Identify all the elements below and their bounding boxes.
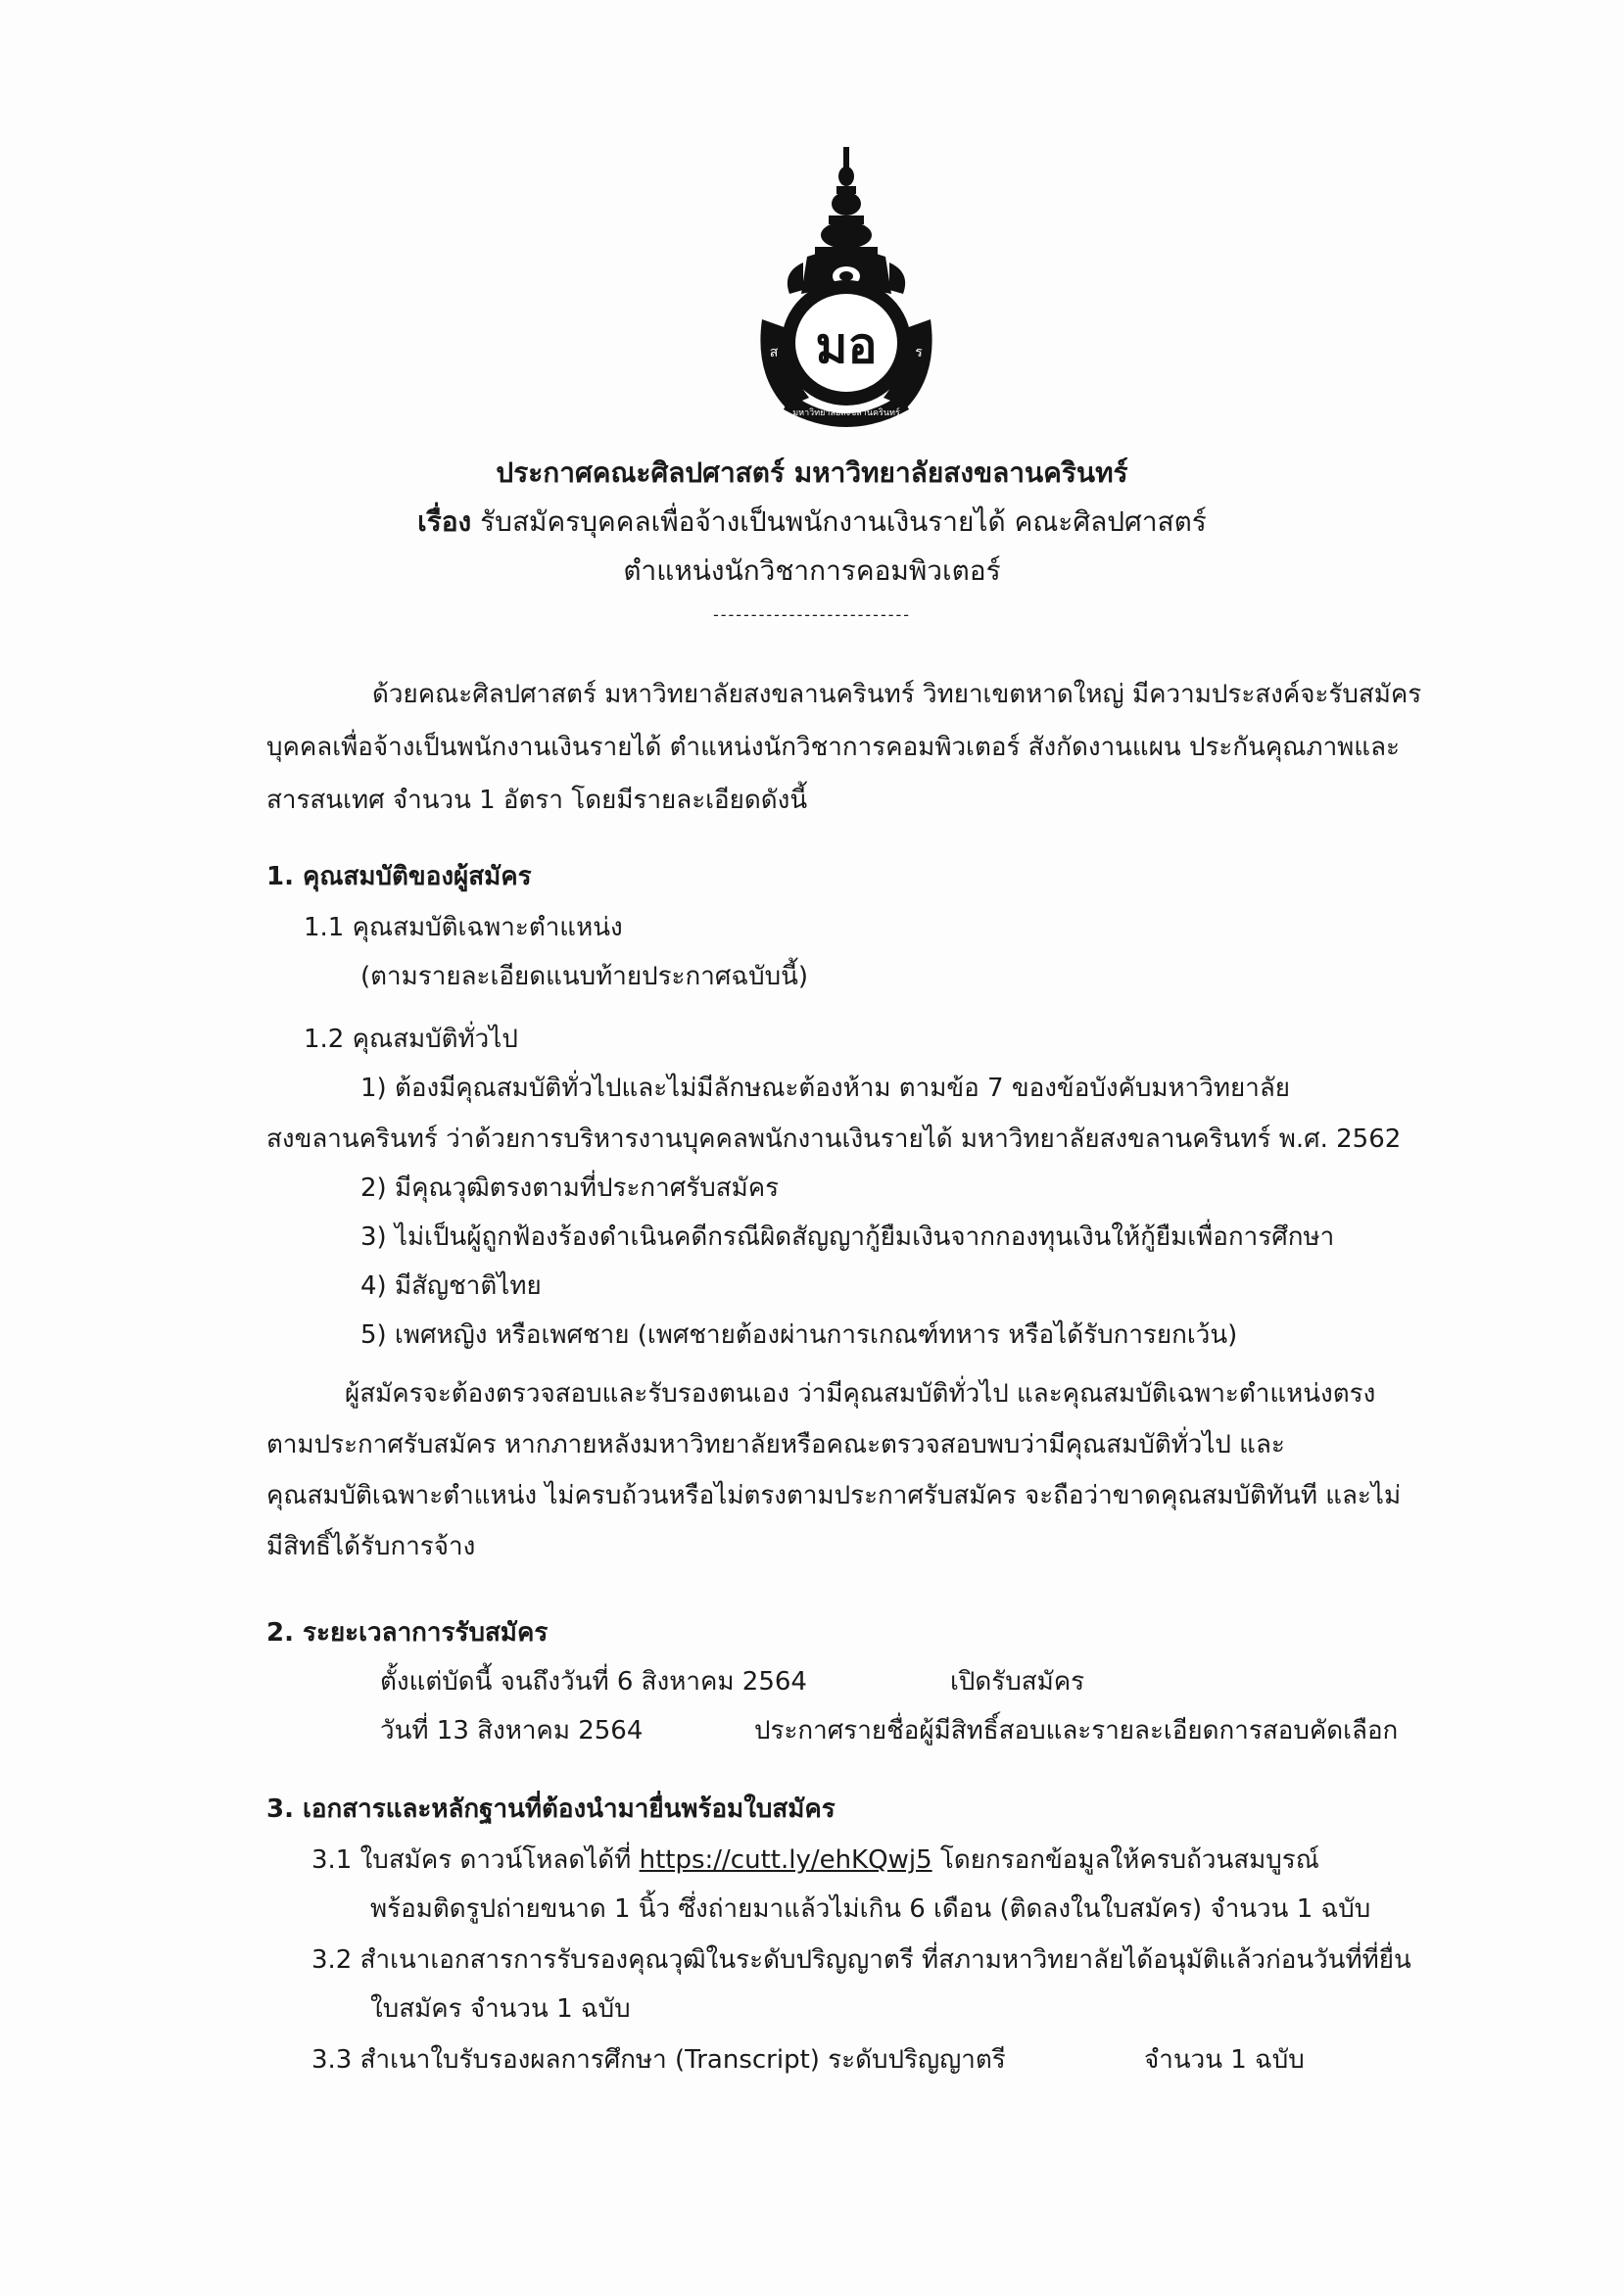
announcement-position: ตำแหน่งนักวิชาการคอมพิวเตอร์ [623, 554, 1001, 587]
document-item-3-2-a: 3.2 สำเนาเอกสารการรับรองคุณวุฒิในระดับปริญญาตรี ที่สภามหาวิทยาลัยได้อนุมัติแล้วก่อนวันที่ที่ยื่น [311, 1945, 1411, 1975]
announcement-subject [0, 498, 1624, 547]
verification-line-1: ผู้สมัครจะต้องตรวจสอบและรับรองตนเอง ว่ามีคุณสมบัติทั่วไป และคุณสมบัติเฉพาะตำแหน่งตรง [345, 1379, 1376, 1409]
schedule-row-2-desc: ประกาศรายชื่อผู้มีสิทธิ์สอบและรายละเอียดการสอบคัดเลือก [754, 1716, 1399, 1746]
document-item-3-1-b: พร้อมติดรูปถ่ายขนาด 1 นิ้ว ซึ่งถ่ายมาแล้วไม่เกิน 6 เดือน (ติดลงในใบสมัคร) จำนวน 1 ฉบับ [370, 1894, 1371, 1924]
qualification-item-4: 4) มีสัญชาติไทย [360, 1271, 542, 1301]
section-1-1-note: (ตามรายละเอียดแนบท้ายประกาศฉบับนี้) [360, 962, 809, 991]
qualification-item-2: 2) มีคุณวุฒิตรงตามที่ประกาศรับสมัคร [360, 1173, 780, 1203]
section-2-heading: 2. ระยะเวลาการรับสมัคร [266, 1618, 549, 1648]
seal-ribbon-letter-right: ร [915, 345, 923, 360]
announcement-title-block [0, 449, 1624, 635]
section-1-heading: 1. คุณสมบัติของผู้สมัคร [266, 862, 532, 891]
section-3-heading: 3. เอกสารและหลักฐานที่ต้องนำมายื่นพร้อมใบสมัคร [266, 1794, 836, 1824]
document-item-3-3: 3.3 สำเนาใบรับรองผลการศึกษา (Transcript) ระดับปริญญาตรี [311, 2045, 1006, 2075]
qualification-item-1-a: 1) ต้องมีคุณสมบัติทั่วไปและไม่มีลักษณะต้องห้าม ตามข้อ 7 ของข้อบังคับมหาวิทยาลัย [360, 1074, 1291, 1103]
intro-line-1: ด้วยคณะศิลปศาสตร์ มหาวิทยาลัยสงขลานครินทร์ วิทยาเขตหาดใหญ่ มีความประสงค์จะรับสมัคร [372, 680, 1422, 709]
document-item-3-1-text: 3.1 ใบสมัคร ดาวน์โหลดได้ที่ [311, 1845, 640, 1875]
document-item-3-1-rest: โดยกรอกข้อมูลให้ครบถ้วนสมบูรณ์ [931, 1845, 1319, 1875]
university-seal-icon [752, 147, 940, 431]
seal-emblem-text: มอ [815, 316, 878, 374]
qualification-item-5: 5) เพศหญิง หรือเพศชาย (เพศชายต้องผ่านการเกณฑ์ทหาร หรือได้รับการยกเว้น) [360, 1320, 1238, 1350]
subject-label: เรื่อง [417, 505, 472, 538]
verification-line-4: มีสิทธิ์ได้รับการจ้าง [266, 1532, 476, 1561]
seal-ribbon-text: มหาวิทยาลัยสงขลานครินทร์ [792, 408, 900, 418]
application-form-link[interactable]: https://cutt.ly/ehKQwj5 [639, 1845, 932, 1875]
seal-ribbon-letter-left: ส [769, 345, 779, 360]
verification-line-3: คุณสมบัติเฉพาะตำแหน่ง ไม่ครบถ้วนหรือไม่ตรงตามประกาศรับสมัคร จะถือว่าขาดคุณสมบัติทันที และไม่ [266, 1481, 1402, 1510]
title-separator: -------------------------- [712, 605, 912, 624]
section-1-1-title: 1.1 คุณสมบัติเฉพาะตำแหน่ง [304, 913, 623, 942]
qualification-item-3: 3) ไม่เป็นผู้ถูกฟ้องร้องดำเนินคดีกรณีผิดสัญญากู้ยืมเงินจากกองทุนเงินให้กู้ยืมเพื่อการศึกษา [360, 1222, 1335, 1252]
verification-line-2: ตามประกาศรับสมัคร หากภายหลังมหาวิทยาลัยหรือคณะตรวจสอบพบว่ามีคุณสมบัติทั่วไป และ [266, 1430, 1285, 1459]
document-item-3-2-b: ใบสมัคร จำนวน 1 ฉบับ [370, 1994, 631, 2024]
qualification-item-1-b: สงขลานครินทร์ ว่าด้วยการบริหารงานบุคคลพนักงานเงินรายได้ มหาวิทยาลัยสงขลานครินทร์ พ.ศ. 2562 [266, 1124, 1402, 1154]
intro-line-2: บุคคลเพื่อจ้างเป็นพนักงานเงินรายได้ ตำแหน่งนักวิชาการคอมพิวเตอร์ สังกัดงานแผน ประกันคุณภาพและ [266, 733, 1400, 762]
subject-text: รับสมัครบุคคลเพื่อจ้างเป็นพนักงานเงินรายได้ คณะศิลปศาสตร์ [471, 505, 1207, 538]
intro-line-3: สารสนเทศ จำนวน 1 อัตรา โดยมีรายละเอียดดังนี้ [266, 786, 808, 815]
announcement-title: ประกาศคณะศิลปศาสตร์ มหาวิทยาลัยสงขลานครินทร์ [496, 456, 1128, 489]
document-item-3-1-a [311, 1840, 1319, 1880]
schedule-row-1-desc: เปิดรับสมัคร [950, 1667, 1085, 1697]
schedule-row-2-date: วันที่ 13 สิงหาคม 2564 [380, 1716, 644, 1746]
schedule-row-1-date: ตั้งแต่บัดนี้ จนถึงวันที่ 6 สิงหาคม 2564 [380, 1667, 807, 1697]
section-1-2-title: 1.2 คุณสมบัติทั่วไป [304, 1025, 518, 1054]
document-item-3-3-count: จำนวน 1 ฉบับ [1144, 2045, 1305, 2075]
